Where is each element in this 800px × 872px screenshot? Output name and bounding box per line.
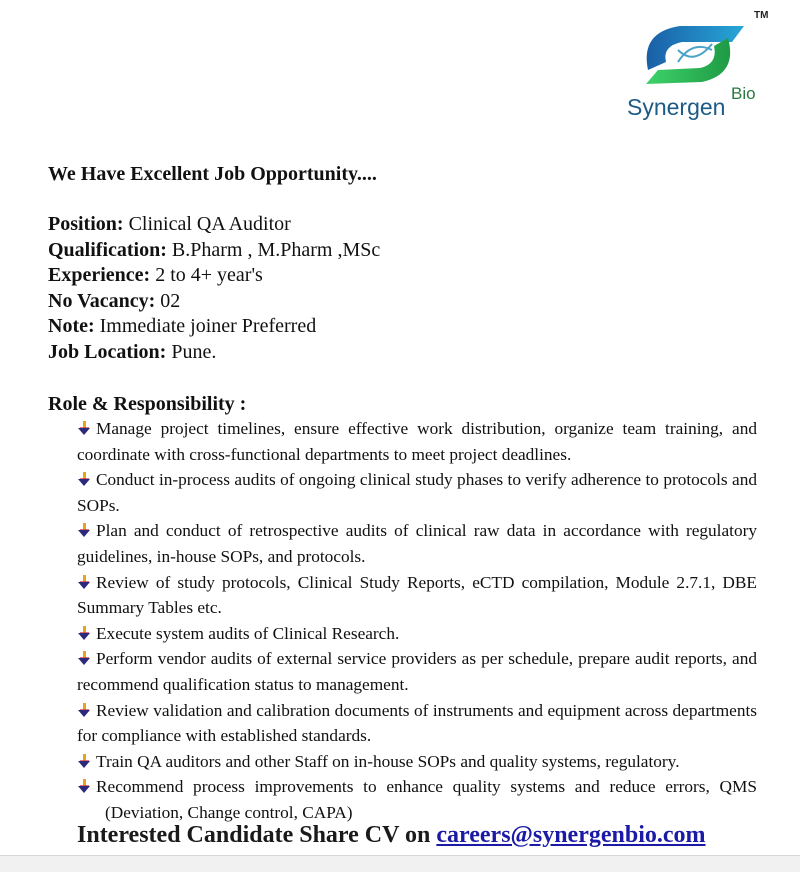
field-note xyxy=(48,314,380,340)
job-details xyxy=(48,212,380,365)
arrow-down-bullet-icon xyxy=(77,779,91,793)
arrow-down-bullet-icon xyxy=(77,472,91,486)
field-experience xyxy=(48,263,380,289)
field-label: Qualification: xyxy=(48,238,167,261)
role-title: Role & Responsibility : xyxy=(48,393,247,415)
field-label: Experience: xyxy=(48,264,151,286)
field-value: B.Pharm , M.Pharm ,MSc xyxy=(166,238,381,261)
list-item: Plan and conduct of retrospective audits of clinical raw data in accordance with regulatory guidelines, in-house SOPs, and protocols. xyxy=(77,521,757,566)
responsibility-list xyxy=(77,416,757,826)
list-item: Review validation and calibration documents of instruments and equipment across departments for compliance with established standards. xyxy=(77,700,757,746)
headline: We Have Excellent Job Opportunity.... xyxy=(48,163,377,185)
field-value: Immediate joiner Preferred xyxy=(94,315,317,337)
arrow-down-bullet-icon xyxy=(77,575,91,589)
field-label: Position: xyxy=(48,213,124,235)
field-value: 02 xyxy=(155,289,181,312)
field-value: Pune. xyxy=(166,340,217,363)
list-item: Perform vendor audits of external service providers as per schedule, prepare audit reports, and recommend qualification status to management. xyxy=(77,649,757,694)
arrow-down-bullet-icon xyxy=(77,651,91,665)
field-label: Job Location: xyxy=(48,340,167,363)
field-vacancy xyxy=(48,289,380,315)
list-item: Recommend process improvements to enhance quality systems and reduce errors, QMS (Deviation, Change control, CAPA) xyxy=(77,774,757,825)
list-item: Review of study protocols, Clinical Study Reports, eCTD compilation, Module 2.7.1, DBE Summary Tables etc. xyxy=(77,572,757,618)
arrow-down-bullet-icon xyxy=(77,523,91,537)
list-item: Execute system audits of Clinical Research. xyxy=(77,621,757,647)
arrow-down-bullet-icon xyxy=(77,626,91,640)
list-item: Manage project timelines, ensure effective work distribution, organize team training, and coordinate with cross-functional departments to meet project deadlines. xyxy=(77,419,757,464)
list-item: Conduct in-process audits of ongoing clinical study phases to verify adherence to protocols and SOPs. xyxy=(77,470,757,515)
field-label: No Vacancy: xyxy=(48,289,156,312)
field-location xyxy=(48,340,380,366)
list-item: Train QA auditors and other Staff on in-house SOPs and quality systems, regulatory. xyxy=(77,749,757,775)
logo-brand-text: Synergen xyxy=(627,94,726,120)
arrow-down-bullet-icon xyxy=(77,421,91,435)
careers-email-link[interactable]: careers@synergenbio.com xyxy=(436,822,706,848)
call-to-action xyxy=(77,822,706,849)
field-value: 2 to 4+ year's xyxy=(150,264,263,286)
field-value: Clinical QA Auditor xyxy=(123,213,291,235)
footer-bar xyxy=(0,855,800,872)
arrow-down-bullet-icon xyxy=(77,703,91,717)
field-label: Note: xyxy=(48,315,95,337)
cta-text: Interested Candidate Share CV on xyxy=(77,822,437,848)
logo-suffix-text: Bio xyxy=(731,84,756,103)
trademark-mark: TM xyxy=(754,10,769,21)
arrow-down-bullet-icon xyxy=(77,754,91,768)
field-position xyxy=(48,212,380,238)
field-qualification xyxy=(48,238,380,264)
